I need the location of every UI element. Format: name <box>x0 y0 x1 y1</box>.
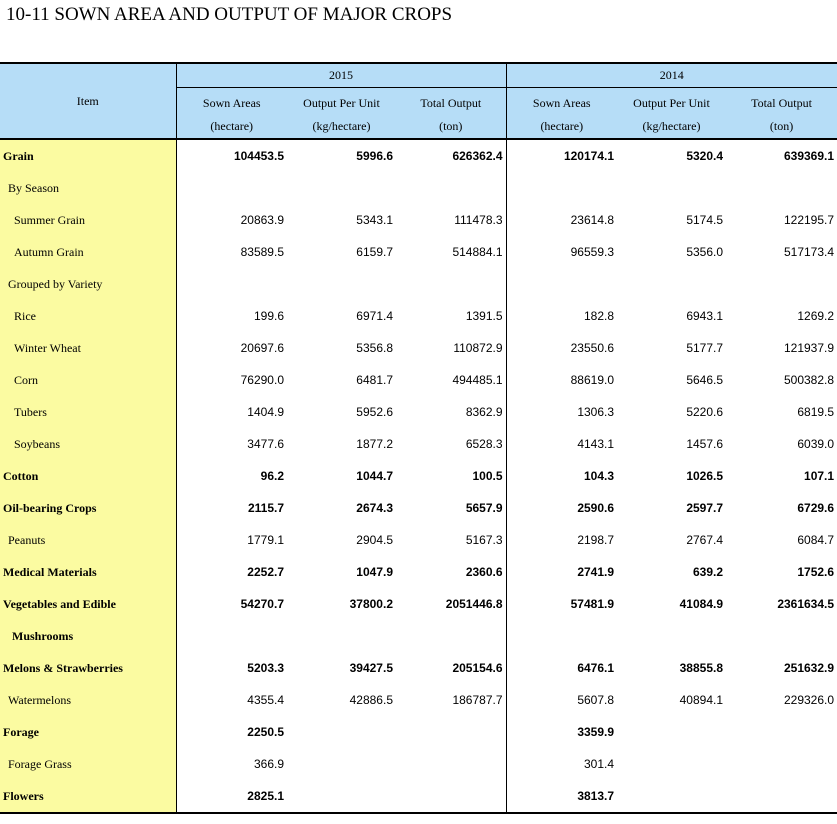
row-value-cell <box>726 748 837 780</box>
row-value-cell: 1026.5 <box>686 469 724 483</box>
row-value-cell <box>396 268 506 300</box>
row-value-cell: 1391.5 <box>396 300 506 332</box>
row-value-cell: 1047.9 <box>356 565 393 579</box>
row-value-cell: 2361634.5 <box>777 597 835 611</box>
row-value-cell: 639369.1 <box>783 149 835 163</box>
row-value-cell: 1269.2 <box>797 309 835 323</box>
row-value-cell: 5996.6 <box>356 149 393 163</box>
row-item-label: Mushrooms <box>0 620 176 652</box>
row-value-cell: 96.2 <box>260 469 284 483</box>
row-value-cell: 88619.0 <box>570 373 615 387</box>
row-value-cell: 121937.9 <box>783 341 835 355</box>
row-item-label: Winter Wheat <box>0 332 176 364</box>
row-value-cell: 5220.6 <box>686 405 724 419</box>
row-value-cell <box>726 620 837 652</box>
row-value-cell: 40894.1 <box>679 693 724 707</box>
table-row <box>0 236 837 268</box>
row-value-cell: 76290.0 <box>240 373 284 387</box>
row-value-cell <box>396 172 506 204</box>
row-value-cell: 205154.6 <box>396 652 506 684</box>
row-value-cell <box>617 716 726 748</box>
row-value-cell: 5657.9 <box>396 492 506 524</box>
row-value-cell: 107.1 <box>804 469 835 483</box>
row-value-cell: 2674.3 <box>356 501 393 515</box>
row-value-cell: 41084.9 <box>679 597 724 611</box>
row-value-cell: 5320.4 <box>686 149 724 163</box>
row-value-cell: 6481.7 <box>356 373 393 387</box>
row-value-cell: 1877.2 <box>356 437 393 451</box>
row-value-cell: 96559.3 <box>570 245 615 259</box>
row-value-cell <box>287 748 396 780</box>
row-item-label: Forage Grass <box>0 748 176 780</box>
row-value-cell: 186787.7 <box>396 684 506 716</box>
header-total-output: Total Output (ton) <box>396 88 506 140</box>
row-value-cell <box>287 172 396 204</box>
row-value-cell: 6819.5 <box>797 405 835 419</box>
row-item-label: Rice <box>0 300 176 332</box>
header-sown-areas: Sown Areas (hectare) <box>506 88 617 140</box>
table-row <box>0 748 837 780</box>
row-value-cell: 5607.8 <box>577 693 615 707</box>
table-row <box>0 396 837 428</box>
header-item: Item <box>0 63 176 139</box>
row-value-cell <box>287 716 396 748</box>
row-value-cell <box>287 780 396 813</box>
table-row <box>0 588 837 620</box>
row-value-cell: 1779.1 <box>247 533 284 547</box>
row-value-cell: 120174.1 <box>563 149 615 163</box>
row-value-cell: 3477.6 <box>247 437 284 451</box>
row-value-cell <box>726 268 837 300</box>
row-value-cell: 5167.3 <box>396 524 506 556</box>
table-row <box>0 172 837 204</box>
row-value-cell: 514884.1 <box>396 236 506 268</box>
row-value-cell: 111478.3 <box>396 204 506 236</box>
row-value-cell: 301.4 <box>583 757 615 771</box>
row-value-cell: 100.5 <box>396 460 506 492</box>
row-value-cell <box>617 172 726 204</box>
row-item-label: Grain <box>0 139 176 172</box>
table-row <box>0 332 837 364</box>
row-value-cell: 1457.6 <box>686 437 724 451</box>
row-value-cell <box>176 172 287 204</box>
row-value-cell: 2115.7 <box>247 501 284 515</box>
table-row <box>0 716 837 748</box>
row-value-cell: 122195.7 <box>783 213 835 227</box>
row-value-cell <box>396 748 506 780</box>
row-value-cell: 110872.9 <box>396 332 506 364</box>
row-value-cell: 6039.0 <box>797 437 835 451</box>
row-value-cell <box>287 268 396 300</box>
row-value-cell: 199.6 <box>253 309 284 323</box>
row-value-cell: 6729.6 <box>797 501 835 515</box>
row-value-cell <box>726 780 837 813</box>
row-item-label: Soybeans <box>0 428 176 460</box>
row-value-cell: 494485.1 <box>396 364 506 396</box>
row-item-label: Melons & Strawberries <box>0 652 176 684</box>
row-value-cell <box>726 716 837 748</box>
row-value-cell <box>396 780 506 813</box>
row-value-cell: 5174.5 <box>686 213 724 227</box>
row-value-cell: 38855.8 <box>679 661 724 675</box>
row-value-cell: 3359.9 <box>577 725 615 739</box>
row-value-cell: 37800.2 <box>349 597 393 611</box>
page-title: 10-11 SOWN AREA AND OUTPUT OF MAJOR CROPS <box>6 4 453 25</box>
header-year-2014: 2014 <box>506 63 837 88</box>
row-value-cell: 5952.6 <box>356 405 393 419</box>
row-value-cell: 5646.5 <box>686 373 724 387</box>
row-item-label: Forage <box>0 716 176 748</box>
table-row <box>0 684 837 716</box>
row-value-cell: 5356.0 <box>686 245 724 259</box>
row-value-cell: 6159.7 <box>356 245 393 259</box>
row-item-label: Oil-bearing Crops <box>0 492 176 524</box>
row-item-label: Tubers <box>0 396 176 428</box>
row-value-cell <box>617 620 726 652</box>
row-item-label: Medical Materials <box>0 556 176 588</box>
row-value-cell: 182.8 <box>583 309 615 323</box>
row-value-cell: 626362.4 <box>396 139 506 172</box>
header-sown-areas: Sown Areas (hectare) <box>176 88 287 140</box>
table-row <box>0 460 837 492</box>
row-value-cell: 39427.5 <box>349 661 393 675</box>
row-value-cell: 5343.1 <box>356 213 393 227</box>
row-value-cell <box>506 268 617 300</box>
row-value-cell: 104.3 <box>583 469 615 483</box>
row-value-cell: 366.9 <box>253 757 284 771</box>
table-row <box>0 620 837 652</box>
row-value-cell: 23614.8 <box>570 213 615 227</box>
row-item-label: Summer Grain <box>0 204 176 236</box>
row-item-label: Vegetables and Edible <box>0 588 176 620</box>
row-value-cell: 8362.9 <box>396 396 506 428</box>
table-row <box>0 492 837 524</box>
row-value-cell: 500382.8 <box>783 373 835 387</box>
row-value-cell: 251632.9 <box>783 661 835 675</box>
row-value-cell: 6971.4 <box>356 309 393 323</box>
row-item-label: Cotton <box>0 460 176 492</box>
table-row <box>0 204 837 236</box>
header-total-output: Total Output (ton) <box>726 88 837 140</box>
table-row <box>0 428 837 460</box>
row-value-cell <box>617 748 726 780</box>
row-value-cell: 1306.3 <box>577 405 615 419</box>
row-value-cell: 2250.5 <box>247 725 284 739</box>
row-value-cell: 4143.1 <box>577 437 615 451</box>
row-item-label: Peanuts <box>0 524 176 556</box>
row-value-cell: 6943.1 <box>686 309 724 323</box>
table-row <box>0 139 837 172</box>
row-value-cell: 2252.7 <box>247 565 284 579</box>
row-value-cell: 2825.1 <box>176 780 287 813</box>
row-value-cell: 6528.3 <box>396 428 506 460</box>
row-value-cell <box>726 172 837 204</box>
table-row <box>0 268 837 300</box>
header-year-2015: 2015 <box>176 63 506 88</box>
row-value-cell: 20863.9 <box>240 213 284 227</box>
row-value-cell <box>287 620 396 652</box>
row-value-cell: 2198.7 <box>577 533 615 547</box>
row-value-cell: 104453.5 <box>233 149 284 163</box>
row-item-label: Grouped by Variety <box>0 268 176 300</box>
header-output-per-unit: Output Per Unit (kg/hectare) <box>287 88 396 140</box>
row-value-cell <box>396 620 506 652</box>
row-value-cell: 5203.3 <box>247 661 284 675</box>
row-item-label: By Season <box>0 172 176 204</box>
row-value-cell: 83589.5 <box>240 245 284 259</box>
row-value-cell: 2051446.8 <box>396 588 506 620</box>
row-value-cell <box>617 268 726 300</box>
row-value-cell <box>506 620 617 652</box>
row-value-cell: 1404.9 <box>247 405 284 419</box>
row-value-cell: 2767.4 <box>686 533 724 547</box>
row-value-cell: 5177.7 <box>686 341 724 355</box>
crops-table <box>0 62 837 814</box>
row-item-label: Corn <box>0 364 176 396</box>
row-value-cell: 54270.7 <box>240 597 284 611</box>
table-row <box>0 780 837 813</box>
table-row <box>0 652 837 684</box>
row-value-cell: 2590.6 <box>577 501 615 515</box>
row-item-label: Autumn Grain <box>0 236 176 268</box>
row-value-cell: 23550.6 <box>570 341 615 355</box>
row-value-cell: 2904.5 <box>356 533 393 547</box>
row-value-cell: 2597.7 <box>686 501 724 515</box>
row-value-cell: 2741.9 <box>577 565 615 579</box>
row-value-cell: 20697.6 <box>240 341 284 355</box>
row-item-label: Watermelons <box>0 684 176 716</box>
row-value-cell: 4355.4 <box>247 693 284 707</box>
row-value-cell: 5356.8 <box>356 341 393 355</box>
row-value-cell: 2360.6 <box>396 556 506 588</box>
table-row <box>0 364 837 396</box>
row-value-cell: 639.2 <box>692 565 724 579</box>
row-value-cell: 6476.1 <box>577 661 615 675</box>
header-output-per-unit: Output Per Unit (kg/hectare) <box>617 88 726 140</box>
row-value-cell <box>176 268 287 300</box>
table-row <box>0 300 837 332</box>
table-row <box>0 556 837 588</box>
row-value-cell: 1752.6 <box>797 565 835 579</box>
row-value-cell <box>506 172 617 204</box>
row-value-cell: 1044.7 <box>356 469 393 483</box>
row-value-cell: 3813.7 <box>506 780 617 813</box>
row-value-cell <box>176 620 287 652</box>
row-value-cell: 6084.7 <box>797 533 835 547</box>
row-value-cell: 42886.5 <box>349 693 393 707</box>
row-value-cell: 517173.4 <box>783 245 835 259</box>
row-item-label: Flowers <box>0 780 176 813</box>
row-value-cell <box>617 780 726 813</box>
row-value-cell: 57481.9 <box>570 597 615 611</box>
row-value-cell: 229326.0 <box>783 693 835 707</box>
row-value-cell <box>396 716 506 748</box>
table-row <box>0 524 837 556</box>
